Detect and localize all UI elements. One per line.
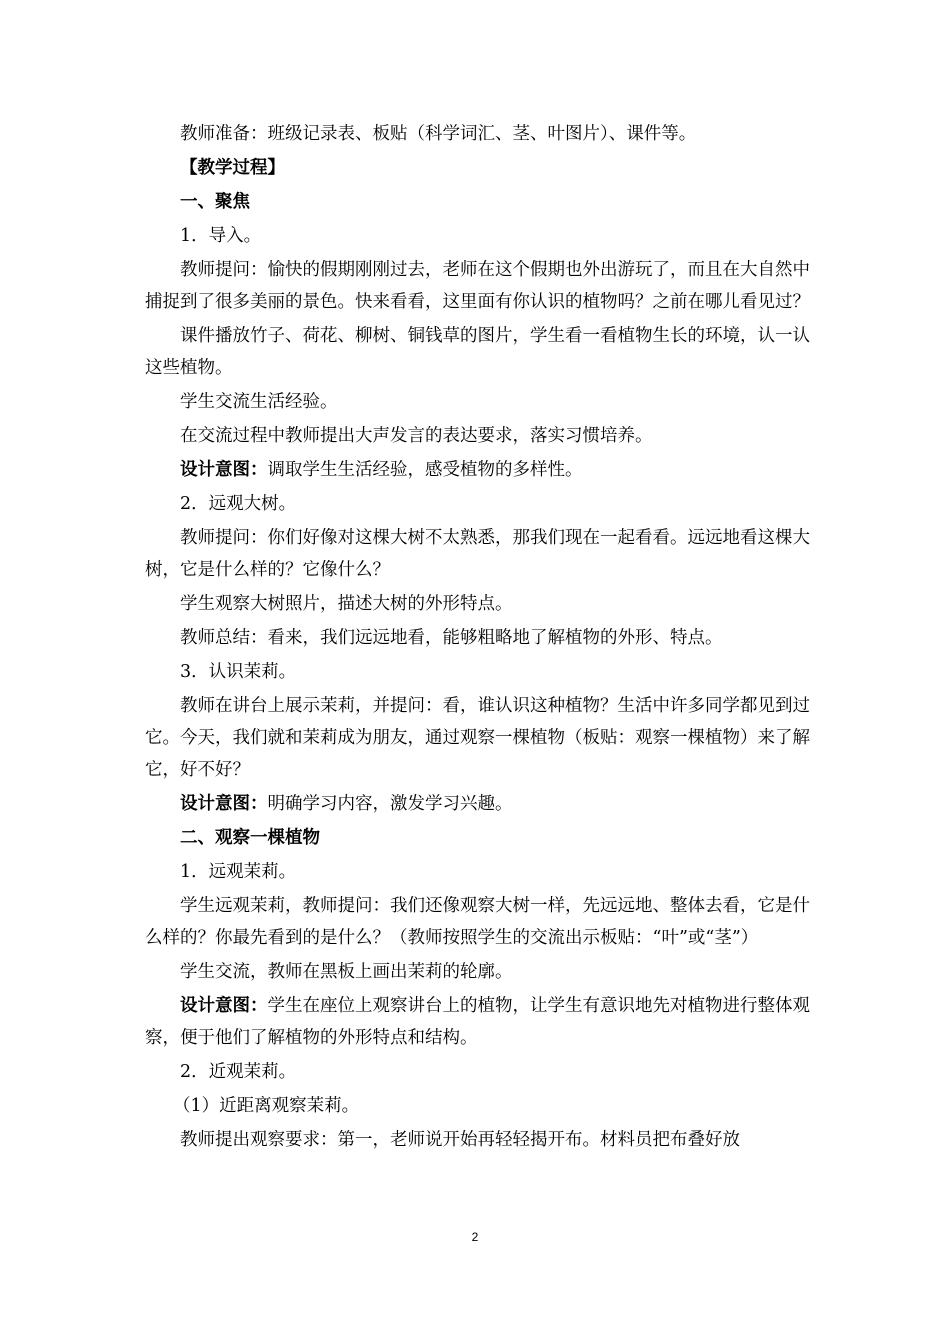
design-intent-label: 设计意图：	[180, 996, 268, 1016]
page-number: 2	[471, 1230, 479, 1244]
paragraph-observe-requirements: 教师提出观察要求：第一，老师说开始再轻轻揭开布。材料员把布叠好放	[180, 1130, 740, 1150]
design-intent-text: 明确学习内容，激发学习兴趣。	[267, 794, 513, 814]
paragraph-student-exchange-1: 学生交流生活经验。	[180, 392, 338, 412]
heading-section-observe-plant: 二、观察一棵植物	[180, 828, 320, 848]
document-body	[145, 118, 810, 1158]
heading-teaching-process: 【教学过程】	[180, 158, 285, 178]
paragraph-design-intent-1	[145, 454, 810, 486]
paragraph-step-intro: 1．导入。	[180, 226, 262, 246]
design-intent-label: 设计意图：	[180, 460, 268, 480]
paragraph-step-far-jasmine: 1．远观茉莉。	[180, 862, 297, 882]
paragraph-step-jasmine: 3．认识茉莉。	[180, 662, 297, 682]
paragraph-exchange-requirement: 在交流过程中教师提出大声发言的表达要求，落实习惯培养。	[180, 426, 653, 446]
paragraph-teacher-question-2: 教师提问：你们好像对这棵大树不太熟悉，那我们现在一起看看。远远地看这棵大树，它是什么样的？它像什么？	[145, 528, 810, 580]
design-intent-label: 设计意图：	[180, 794, 268, 814]
paragraph-teacher-prep: 教师准备：班级记录表、板贴（科学词汇、茎、叶图片）、课件等。	[180, 124, 697, 144]
paragraph-design-intent-3	[145, 990, 810, 1054]
design-intent-text: 调取学生生活经验，感受植物的多样性。	[267, 460, 583, 480]
paragraph-step-near-jasmine: 2．近观茉莉。	[180, 1062, 297, 1082]
paragraph-teacher-show-jasmine: 教师在讲台上展示茉莉，并提问：看，谁认识这种植物？生活中许多同学都见到过它。今天，我们就和茉莉成为朋友，通过观察一棵植物（板贴：观察一棵植物）来了解它，好不好？	[145, 696, 810, 780]
paragraph-teacher-summary: 教师总结：看来，我们远远地看，能够粗略地了解植物的外形、特点。	[180, 628, 723, 648]
paragraph-teacher-question-1: 教师提问：愉快的假期刚刚过去，老师在这个假期也外出游玩了，而且在大自然中捕捉到了很多美丽的景色。快来看看，这里面有你认识的植物吗？之前在哪儿看见过？	[145, 260, 810, 312]
paragraph-step-big-tree: 2．远观大树。	[180, 494, 297, 514]
paragraph-substep-close-observe: （1）近距离观察茉莉。	[173, 1096, 360, 1116]
paragraph-courseware-1: 课件播放竹子、荷花、柳树、铜钱草的图片，学生看一看植物生长的环境，认一认这些植物。	[145, 326, 810, 378]
paragraph-student-far-observe: 学生远观茉莉，教师提问：我们还像观察大树一样，先远远地、整体去看，它是什么样的？你最先看到的是什么？（教师按照学生的交流出示板贴：“叶”或“茎”）	[145, 896, 810, 948]
heading-section-focus: 一、聚焦	[180, 192, 250, 212]
paragraph-design-intent-2	[145, 788, 810, 820]
paragraph-student-observe-tree: 学生观察大树照片，描述大树的外形特点。	[180, 594, 513, 614]
design-intent-text: 学生在座位上观察讲台上的植物，让学生有意识地先对植物进行整体观察，便于他们了解植物的外形特点和结构。	[145, 996, 810, 1048]
paragraph-student-exchange-2: 学生交流，教师在黑板上画出茉莉的轮廓。	[180, 962, 513, 982]
